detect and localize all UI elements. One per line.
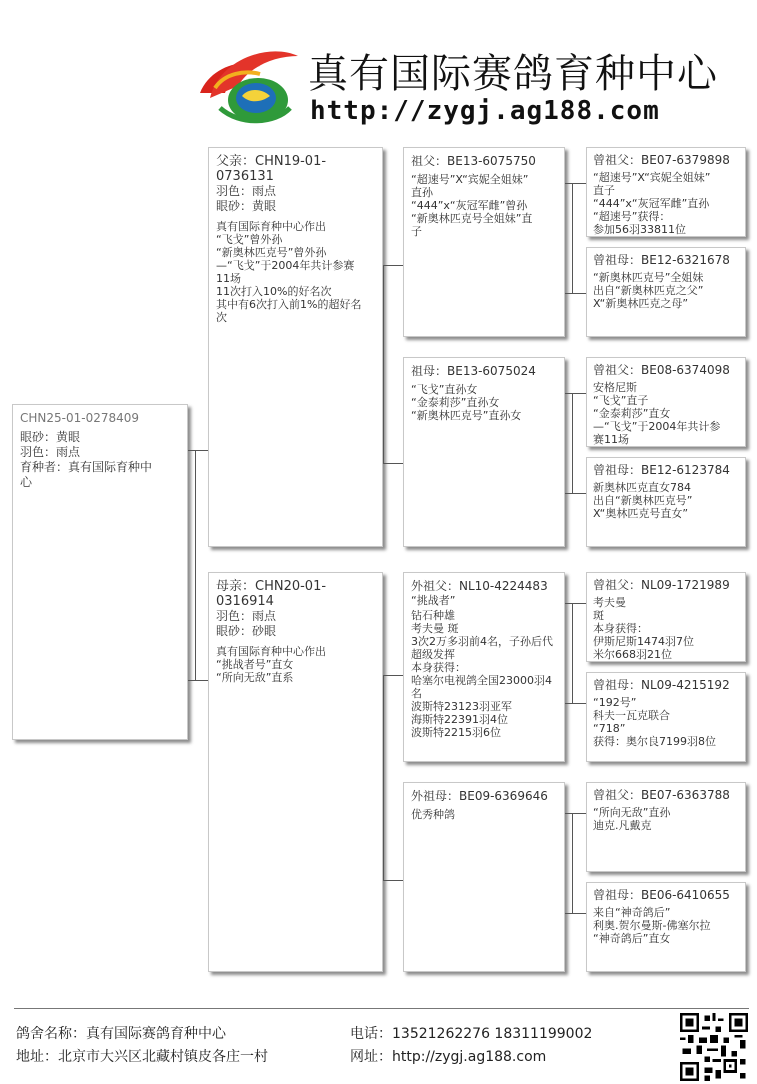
pigeon-logo-icon (190, 38, 302, 128)
great-grandparent-ring: 曾祖父：BE08-6374098 (593, 363, 730, 377)
grandparent-note: 优秀种鸽 (411, 808, 455, 821)
connector (565, 393, 586, 394)
great-grandparent-note: 安格尼斯 (593, 381, 637, 394)
great-grandparent-note: “所向无敌”直孙 (593, 806, 671, 819)
grandparent-note: 波斯特23123羽亚军 (411, 700, 512, 713)
subject-line: 羽色：雨点 (20, 445, 81, 459)
great-grandparent-note: X“新奥林匹克之母” (593, 297, 689, 310)
connector (383, 265, 403, 266)
connector (195, 450, 196, 680)
sire-note: 次 (216, 311, 227, 324)
connector (383, 463, 403, 464)
connector (565, 703, 586, 704)
sire-line: 羽色：雨点 (216, 184, 277, 198)
grandparent-ring: 祖母：BE13-6075024 (411, 364, 536, 378)
great-grandparent-card (586, 882, 746, 972)
great-grandparent-note: 赛11场 (593, 433, 629, 446)
grandparent-card (403, 782, 565, 972)
great-grandparent-note: “超速号”获得： (593, 210, 671, 223)
great-grandparent-card (586, 147, 746, 237)
grandparent-note: “挑战者” (411, 594, 456, 607)
subject-line: 眼砂：黄眼 (20, 430, 81, 444)
great-grandparent-note: 直子 (593, 184, 615, 197)
grandparent-note: 子 (411, 225, 422, 238)
grandparent-card (403, 572, 565, 762)
great-grandparent-note: “192号” (593, 696, 637, 709)
grandparent-note: 本身获得： (411, 661, 466, 674)
grandparent-note: “新奥林匹克号全姐妹”直 (411, 212, 533, 225)
header (190, 38, 750, 128)
great-grandparent-note: 利奥.贺尔曼斯-佛塞尔拉 (593, 919, 711, 932)
sire-note: “飞戈”曾外孙 (216, 233, 283, 246)
great-grandparent-note: “新奥林匹克号”全姐妹 (593, 271, 704, 284)
grandparent-note: 直孙 (411, 186, 433, 199)
connector (572, 813, 573, 913)
connector (572, 393, 573, 493)
grandparent-ring: 祖父：BE13-6075750 (411, 154, 536, 168)
great-grandparent-card (586, 357, 746, 447)
grandparent-ring: 外祖父：NL10-4224483 (411, 579, 548, 593)
grandparent-card (403, 147, 565, 337)
great-grandparent-note: 本身获得： (593, 622, 648, 635)
connector (383, 265, 384, 463)
great-grandparent-note: X“奥林匹克号直女” (593, 507, 689, 520)
dam-note: “所向无敌”直系 (216, 671, 294, 684)
grandparent-note: 哈塞尔电视鸽全国23000羽4 (411, 674, 552, 687)
page-title: 真有国际赛鸽育种中心 (308, 51, 718, 97)
grandparent-note: “444”x“灰冠军雌”曾孙 (411, 199, 528, 212)
phone[interactable]: 电话：13521262276 18311199002 (350, 1026, 593, 1042)
sire-card (208, 147, 383, 547)
website-link[interactable]: 网址：http://zygj.ag188.com (350, 1049, 547, 1065)
great-grandparent-card (586, 782, 746, 872)
dam-line: 眼砂：砂眼 (216, 624, 277, 638)
great-grandparent-note: 伊斯尼斯1474羽7位 (593, 635, 694, 648)
sire-note: 其中有6次打入前1%的超好名 (216, 298, 362, 311)
great-grandparent-note: 考夫曼 (593, 596, 626, 609)
great-grandparent-note: —“飞戈”于2004年共计参 (593, 420, 721, 433)
great-grandparent-ring: 曾祖父：BE07-6379898 (593, 153, 730, 167)
grandparent-note: “飞戈”直孙女 (411, 383, 478, 396)
address: 地址：北京市大兴区北藏村镇皮各庄一村 (16, 1049, 268, 1065)
great-grandparent-ring: 曾祖父：NL09-1721989 (593, 578, 730, 592)
sire-note: —“飞戈”于2004年共计参赛 (216, 259, 355, 272)
connector (383, 675, 403, 676)
great-grandparent-note: “444”x“灰冠军雌”直孙 (593, 197, 710, 210)
great-grandparent-ring: 曾祖母：BE12-6123784 (593, 463, 730, 477)
great-grandparent-note: 迪克.凡戴克 (593, 819, 652, 832)
great-grandparent-note: 获得：奥尔良7199羽8位 (593, 735, 716, 748)
great-grandparent-note: 出自“新奥林匹克号” (593, 494, 693, 507)
grandparent-note: 3次2万多羽前4名，子孙后代 (411, 635, 553, 648)
great-grandparent-card (586, 672, 746, 762)
sire-note: 真有国际育种中心作出 (216, 220, 326, 233)
grandparent-note: “金泰莉莎”直孙女 (411, 396, 500, 409)
grandparent-ring: 外祖母：BE09-6369646 (411, 789, 548, 803)
great-grandparent-note: “神奇鸽后”直女 (593, 932, 671, 945)
qr-code-icon (680, 1013, 748, 1081)
subject-line: 育种者：真有国际育种中 (20, 460, 153, 474)
great-grandparent-note: “金泰莉莎”直女 (593, 407, 671, 420)
great-grandparent-card (586, 247, 746, 337)
great-grandparent-note: 米尔668羽21位 (593, 648, 672, 661)
grandparent-note: 波斯特2215羽6位 (411, 726, 501, 739)
great-grandparent-note: 来自“神奇鸽后” (593, 906, 671, 919)
subject-ring: CHN25-01-0278409 (20, 411, 140, 425)
connector (565, 183, 586, 184)
great-grandparent-note: 参加56羽33811位 (593, 223, 686, 236)
dam-ring: 母亲：CHN20-01-0316914 (216, 579, 327, 609)
connector (572, 603, 573, 703)
connector (188, 450, 208, 451)
connector (383, 675, 384, 880)
sire-note: “新奥林匹克号”曾外孙 (216, 246, 327, 259)
header-url: http://zygj.ag188.com (310, 96, 660, 126)
dam-line: 羽色：雨点 (216, 609, 277, 623)
grandparent-note: 钻石种雄 (411, 609, 455, 622)
grandparent-note: “新奥林匹克号”直孙女 (411, 409, 522, 422)
grandparent-note: 海斯特22391羽4位 (411, 713, 508, 726)
great-grandparent-note: 斑 (593, 609, 604, 622)
grandparent-card (403, 357, 565, 547)
great-grandparent-note: “718” (593, 722, 626, 735)
sire-note: 11场 (216, 272, 241, 285)
connector (565, 493, 586, 494)
subject-line: 心 (20, 475, 33, 489)
grandparent-note: 名 (411, 687, 422, 700)
great-grandparent-ring: 曾祖母：BE06-6410655 (593, 888, 730, 902)
dam-card (208, 572, 383, 972)
subject-card (12, 404, 188, 740)
great-grandparent-card (586, 572, 746, 662)
grandparent-note: “超速号”X“宾妮全姐妹” (411, 173, 529, 186)
great-grandparent-note: 新奥林匹克直女784 (593, 481, 691, 494)
great-grandparent-note: “超速号”X“宾妮全姐妹” (593, 171, 711, 184)
great-grandparent-ring: 曾祖父：BE07-6363788 (593, 788, 730, 802)
sire-line: 眼砂：黄眼 (216, 199, 277, 213)
grandparent-note: 考夫曼 斑 (411, 622, 459, 635)
great-grandparent-ring: 曾祖母：NL09-4215192 (593, 678, 730, 692)
connector (565, 603, 586, 604)
sire-ring: 父亲：CHN19-01-0736131 (216, 154, 327, 184)
great-grandparent-ring: 曾祖母：BE12-6321678 (593, 253, 730, 267)
great-grandparent-card (586, 457, 746, 547)
connector (188, 680, 208, 681)
connector (565, 293, 586, 294)
great-grandparent-note: “飞戈”直子 (593, 394, 649, 407)
grandparent-note: 超级发挥 (411, 648, 455, 661)
connector (565, 913, 586, 914)
sire-note: 11次打入10%的好名次 (216, 285, 332, 298)
loft-name: 鸽舍名称：真有国际赛鸽育种中心 (16, 1026, 226, 1042)
footer (14, 1008, 749, 1065)
connector (565, 813, 586, 814)
great-grandparent-note: 科夫一瓦克联合 (593, 709, 670, 722)
connector (383, 880, 403, 881)
great-grandparent-note: 出自“新奥林匹克之父” (593, 284, 704, 297)
dam-note: “挑战者号”直女 (216, 658, 294, 671)
connector (572, 183, 573, 293)
dam-note: 真有国际育种中心作出 (216, 645, 326, 658)
